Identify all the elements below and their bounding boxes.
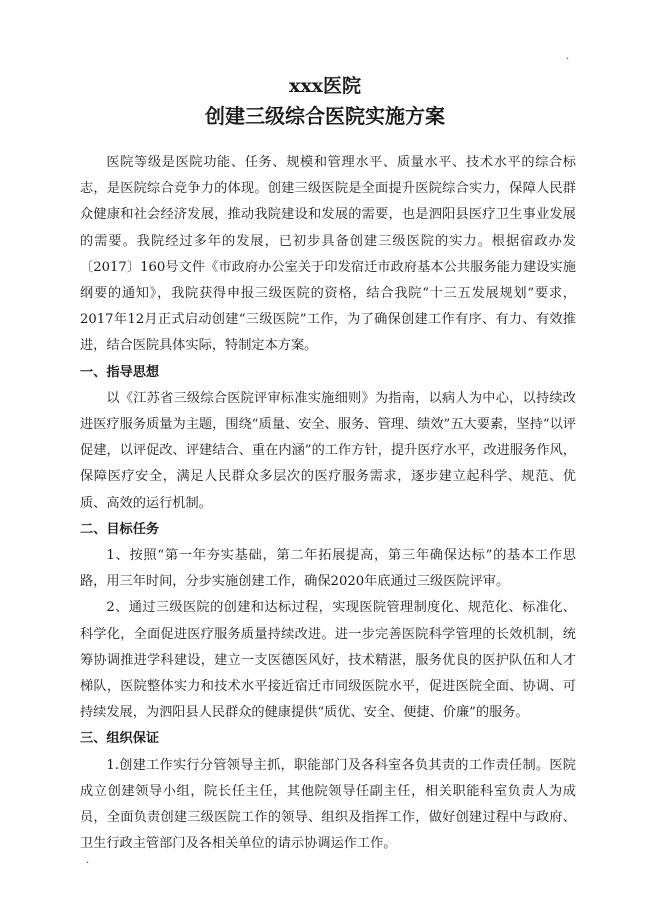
- hospital-title: xxx医院: [289, 75, 361, 97]
- section-heading-goals-tasks: 二、目标任务: [80, 521, 160, 537]
- document-title: 创建三级综合医院实施方案: [205, 104, 445, 128]
- section-heading-organization: 三、组织保证: [80, 731, 160, 747]
- section-heading-guiding-ideology: 一、指导思想: [80, 364, 160, 380]
- intro-paragraph: 医院等级是医院功能、任务、规模和管理水平、质量水平、技术水平的综合标志，是医院综合竞争力的体现。创建三级医院是全面提升医院综合实力，保障人民群众健康和社会经济发展，推动我院建设和发展的需要，也是泗阳县医疗卫生事业发展的需要。我院经过多年的发展，已初步具备创建三级医院的实力。根据宿政办发〔2017〕160号文件《市政府办公室关于印发宿迁市政府基本公共服务能力建设实施纲要的通知》，我院获得申报三级医院的资格，结合我院“十三五发展规划”要求，2017年12月正式启动创建“三级医院”工作，为了确保创建工作有序、有力、有效推进，结合医院具体实际，特制定本方案。: [80, 155, 576, 354]
- section-paragraph: 以《江苏省三级综合医院评审标准实施细则》为指南，以病人为中心，以持续改进医疗服务质量为主题，围绕“质量、安全、服务、管理、绩效”五大要素，坚持“以评促建，以评促改、评建结合、重在内涵”的工作方针，提升医疗水平，改进服务作风，保障医疗安全，满足人民群众多层次的医疗服务需求，逐步建立起科学、规范、优质、高效的运行机制。: [80, 390, 576, 511]
- corner-dot-top-right: .: [566, 51, 570, 62]
- section-paragraph: 1、按照“第一年夯实基础，第二年拓展提高，第三年确保达标”的基本工作思路，用三年时间，分步实施创建工作，确保2020年底通过三级医院评审。: [80, 548, 576, 590]
- section-paragraph: 1.创建工作实行分管领导主抓，职能部门及各科室各负其责的工作责任制。医院成立创建领导小组，院长任主任，其他院领导任副主任，相关职能科室负责人为成员，全面负责创建三级医院工作的领导、组织及指挥工作，做好创建过程中与政府、卫生行政主管部门及各相关单位的请示协调运作工作。: [80, 757, 576, 852]
- section-paragraph: 2、通过三级医院的创建和达标过程，实现医院管理制度化、规范化、标准化、科学化，全面促进医疗服务质量持续改进。进一步完善医院科学管理的长效机制，统筹协调推进学科建设，建立一支医德医风好，技术精湛，服务优良的医护队伍和人才梯队，医院整体实力和技术水平接近宿迁市同级医院水平，促进医院全面、协调、可持续发展，为泗阳县人民群众的健康提供“质优、安全、便捷、价廉”的服务。: [80, 600, 576, 721]
- document-body: [80, 150, 576, 857]
- corner-dot-bottom-left: .: [86, 855, 90, 866]
